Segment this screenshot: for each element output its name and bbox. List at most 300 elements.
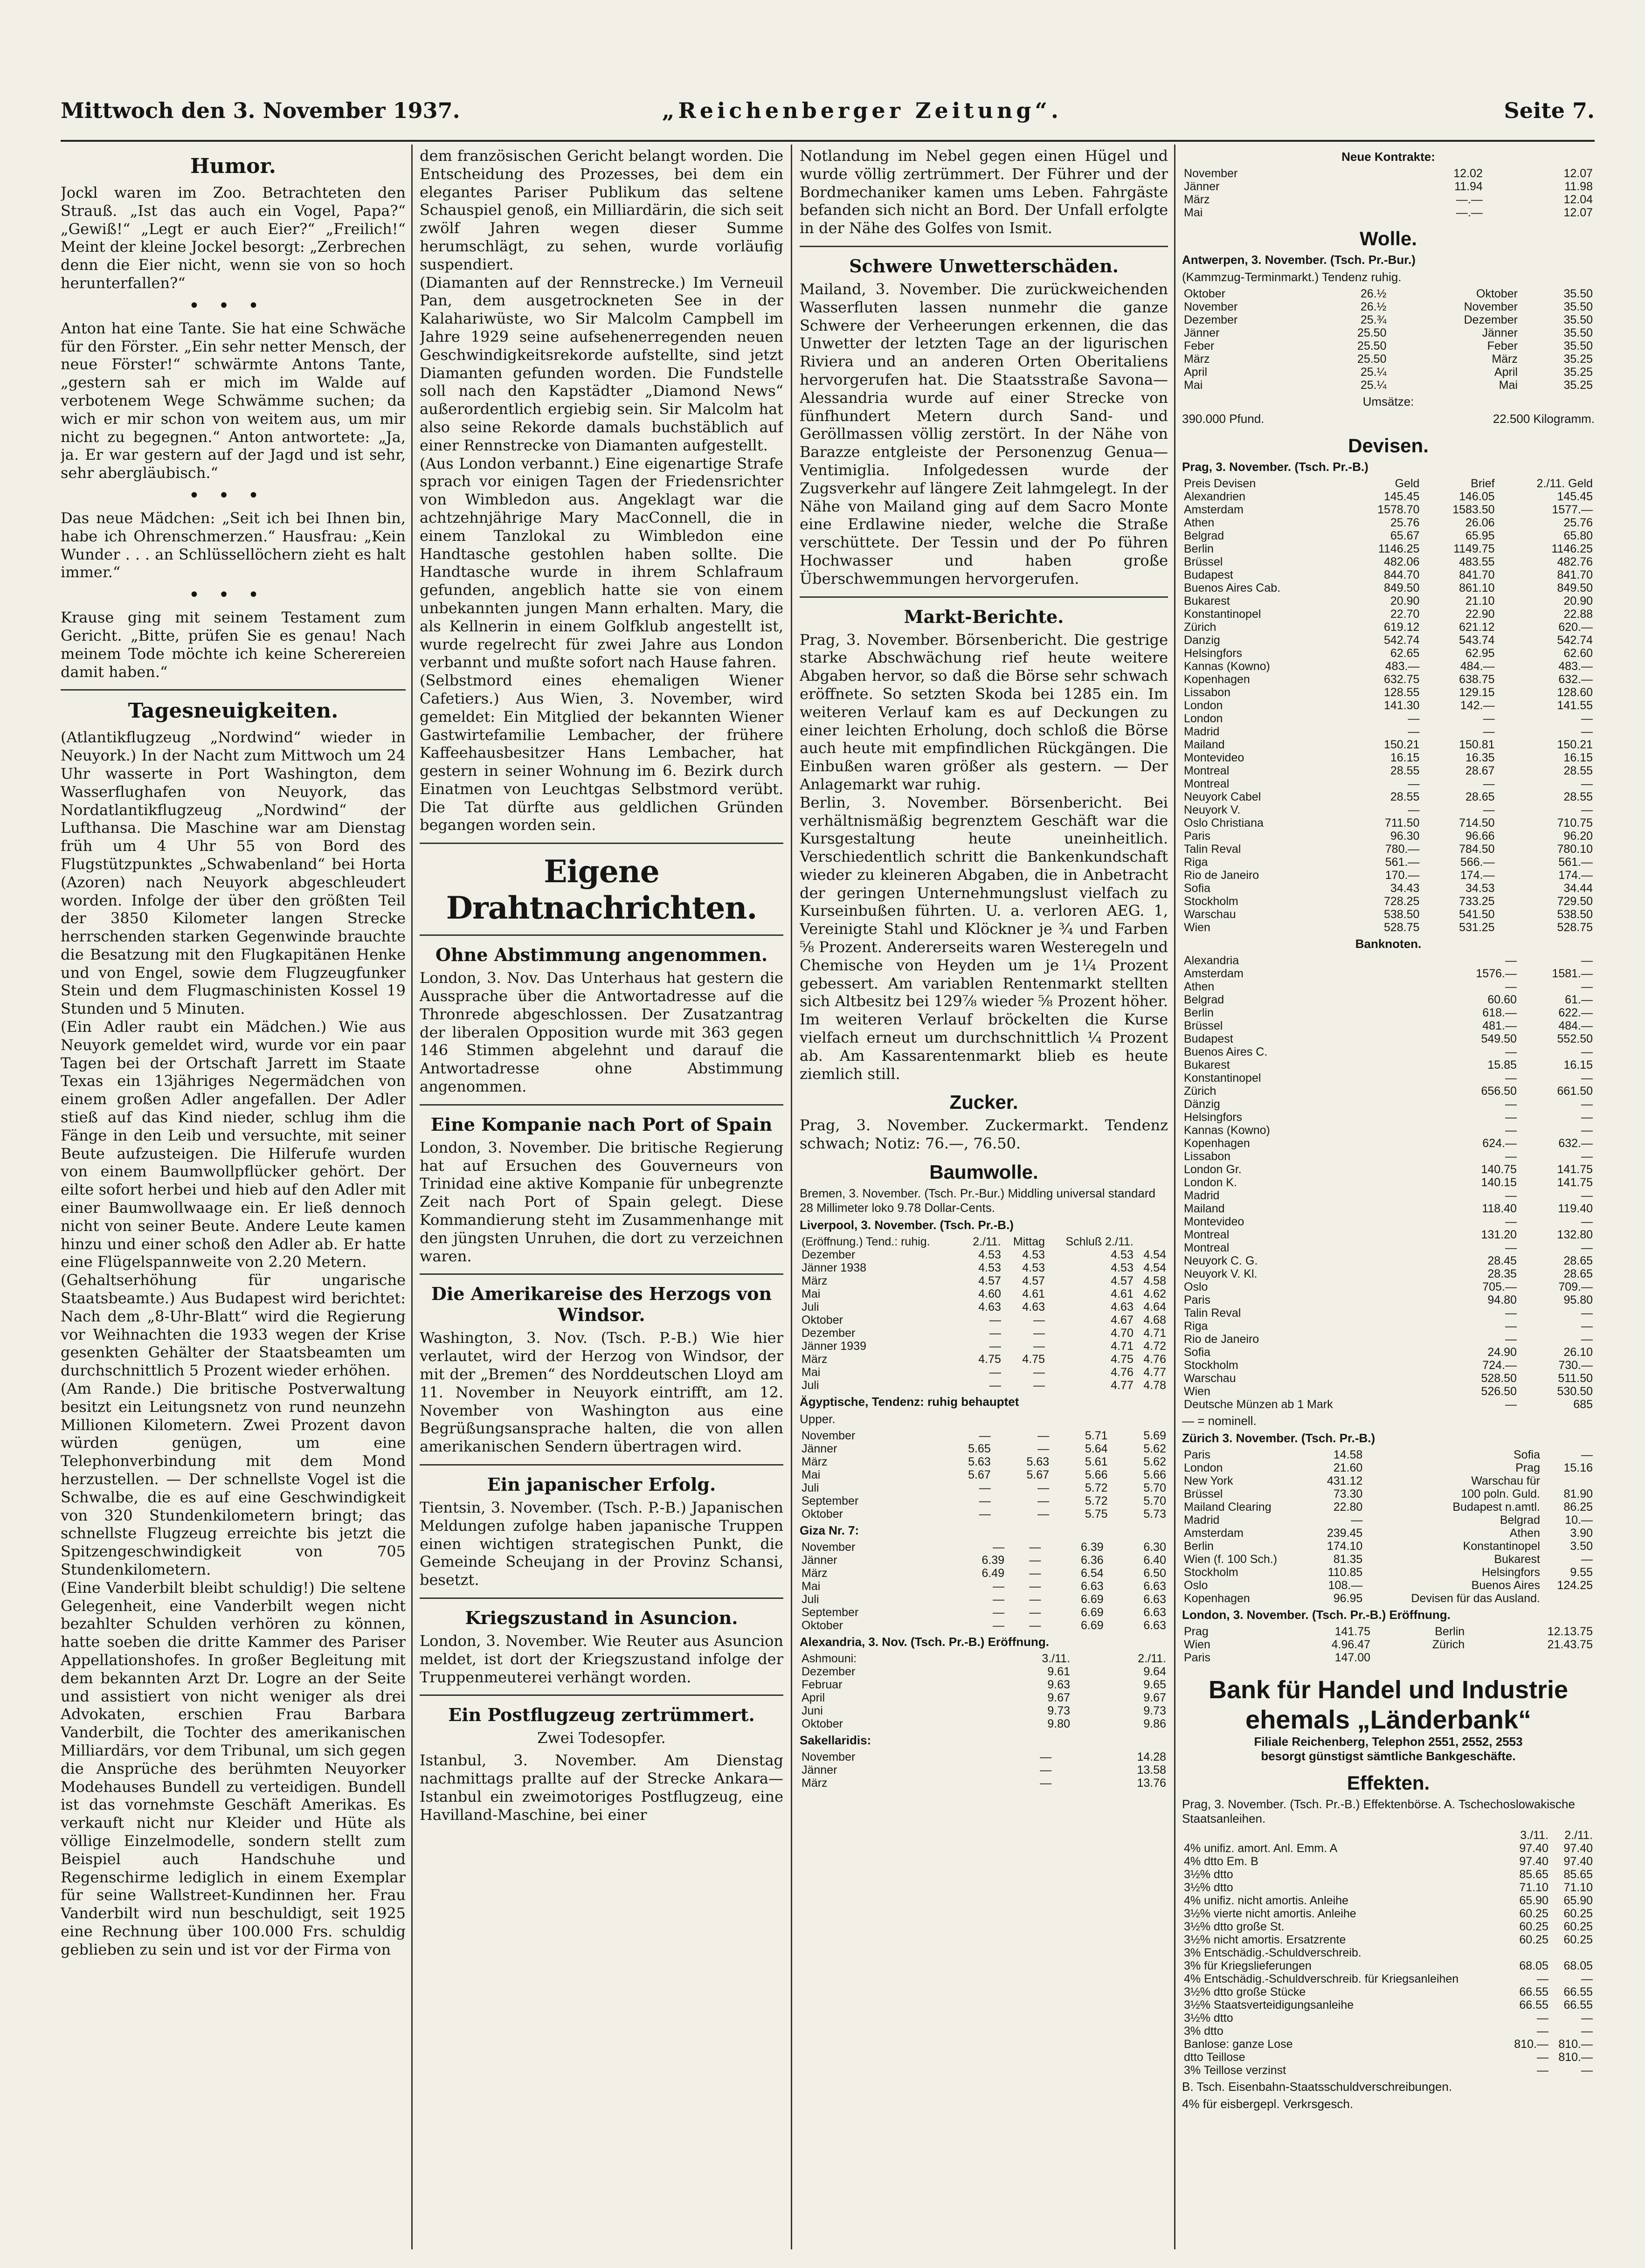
table-cell: 1576.— — [1476, 967, 1517, 980]
table-row — [1182, 1553, 1595, 1566]
table-cell: 728.25 — [1383, 895, 1420, 908]
table-cell: 4.75 — [1022, 1353, 1045, 1366]
liverpool-rows — [800, 1248, 1168, 1392]
table-cell: Zürich — [1184, 1085, 1216, 1098]
sakellaridis-rows — [800, 1750, 1168, 1790]
table-cell: Buenos Aires C. — [1184, 1045, 1268, 1058]
table-cell: 6.50 — [1143, 1567, 1166, 1580]
table-cell: Jänner — [1184, 180, 1220, 193]
table-cell: Budapest — [1184, 568, 1233, 581]
banknotes-rows — [1182, 954, 1595, 1411]
table-cell: 538.50 — [1557, 908, 1593, 921]
table-row — [1182, 1150, 1595, 1163]
table-cell: Mai — [1184, 206, 1203, 219]
table-cell: 3½% dtto — [1184, 2012, 1233, 2025]
table-cell: 34.43 — [1390, 882, 1420, 895]
table-cell: Stockholm — [1184, 895, 1238, 908]
table-cell: Amsterdam — [1184, 1527, 1244, 1540]
table-cell: Oktober — [802, 1717, 843, 1731]
col-header: Geld — [1395, 477, 1420, 490]
news-item: (Gehaltserhöhung für ungarische Staatsbeamte.) Aus Budapest wird berichtet: Nach dem „8-Uhr-Blatt“ wird die Regierung vor Weihnachten die 1933 wegen der Krise gesenkten Gehälter der Staatsbeamten um durchschnittlich 5 Prozent wieder erhöhen. — [61, 1271, 406, 1380]
humor-joke: Das neue Mädchen: „Seit ich bei Ihnen bin, habe ich Ohrenschmerzen.“ Hausfrau: „Kein Wunder . . . an Schlüssellöchern zieht es halt immer.“ — [61, 509, 406, 581]
table-cell: 9.67 — [1143, 1691, 1166, 1705]
wool-turnover-left: 390.000 Pfund. — [1182, 412, 1265, 426]
table-cell: 5.67 — [1026, 1468, 1050, 1482]
table-cell — [1550, 1946, 1595, 1959]
table-cell: — — [1581, 1972, 1593, 1985]
table-row — [1182, 751, 1595, 764]
table-cell: 9.73 — [1047, 1704, 1071, 1718]
article-headline: Eine Kompanie nach Port of Spain — [430, 1113, 773, 1135]
table-row — [1182, 1959, 1595, 1972]
table-cell: 65.90 — [1563, 1894, 1593, 1907]
table-row — [800, 1248, 1168, 1261]
table-cell: — — [1505, 954, 1517, 967]
table-row — [800, 1567, 1168, 1580]
table-cell: — — [1029, 1541, 1041, 1554]
table-cell: Jänner — [802, 1554, 837, 1567]
article-body: London, 3. November. Die britische Regierung hat auf Ersuchen des Gouverneurs von Trinidad eine aktive Kompanie für unbegrenzte Zeit nach Port of Spain gelegt. Diese Kommandierung steht im Zusammenhange mit den jüngsten Unruhen, die dort zu verzeichnen waren. — [420, 1138, 783, 1265]
table-cell: 780.10 — [1557, 843, 1593, 856]
table-cell: 810.— — [1558, 2038, 1593, 2051]
table-cell: Oslo Christiana — [1184, 816, 1264, 830]
table-cell — [1506, 1946, 1550, 1959]
table-cell: 1146.25 — [1378, 542, 1420, 555]
table-cell: — — [1037, 1494, 1050, 1508]
table-row — [1182, 2012, 1595, 2025]
table-cell: November — [1184, 167, 1238, 180]
table-cell: 28.55 — [1563, 764, 1593, 777]
table-cell: 66.55 — [1563, 1998, 1593, 2012]
article-body: Notlandung im Nebel gegen einen Hügel und wurde völlig zertrümmert. Der Führer und der Bordmechaniker kamen ums Leben. Fahrgäste befanden sich nicht an Bord. Der Unfall erfolgte in der Nähe des Golfes von Ismit. — [800, 147, 1168, 237]
table-cell: Athen — [1184, 980, 1215, 993]
table-cell: 20.90 — [1563, 595, 1593, 608]
table-cell: 60.25 — [1563, 1907, 1593, 1920]
table-cell: 4.72 — [1143, 1340, 1166, 1353]
table-cell: 528.75 — [1557, 921, 1593, 934]
table-cell: 784.50 — [1459, 843, 1495, 856]
table-cell: 110.85 — [1327, 1566, 1363, 1579]
humor-heading: Humor. — [190, 154, 276, 178]
table-cell: Kopenhagen — [1184, 673, 1250, 686]
table-cell: 146.05 — [1459, 490, 1495, 503]
wool-turnover-label: Umsätze: — [1362, 394, 1414, 408]
table-cell: Neuyork V. Kl. — [1184, 1267, 1258, 1280]
table-row — [1182, 1320, 1595, 1333]
ad-slogan: besorgt günstigst sämtliche Bankgeschäfte. — [1261, 1749, 1516, 1763]
table-row — [800, 1763, 1168, 1777]
table-cell: 12.07 — [1563, 167, 1593, 180]
table-cell: Konstantinopel — [1184, 608, 1261, 621]
table-cell: 849.50 — [1383, 581, 1420, 595]
table-cell: 81.35 — [1333, 1553, 1363, 1566]
table-cell: Belgrad — [1500, 1514, 1540, 1527]
egypt-rows — [800, 1429, 1168, 1521]
table-cell: 13.76 — [1137, 1777, 1166, 1790]
separator-dots: ••• — [188, 484, 278, 506]
table-cell: 119.40 — [1558, 1202, 1593, 1215]
table-cell: 4.53 — [1111, 1261, 1134, 1275]
table-cell: 484.— — [1460, 660, 1495, 673]
table-cell: 28.45 — [1487, 1254, 1517, 1267]
table-cell: 4.58 — [1143, 1274, 1166, 1288]
table-cell: Kannas (Kowno) — [1184, 1124, 1270, 1137]
table-cell: 6.69 — [1080, 1619, 1104, 1632]
table-cell: 3½% dtto große Stücke — [1184, 1985, 1306, 1998]
table-row — [1182, 339, 1595, 353]
table-row — [800, 1261, 1168, 1274]
table-row — [1182, 1592, 1595, 1605]
table-row — [1182, 595, 1595, 608]
table-cell: 60.25 — [1519, 1920, 1548, 1933]
table-cell: 632.— — [1558, 673, 1593, 686]
table-cell: 5.70 — [1143, 1481, 1166, 1495]
ad-bank-former-name: ehemals „Länderbank“ — [1245, 1705, 1532, 1734]
table-row — [1182, 1228, 1595, 1241]
table-cell: — — [1033, 1327, 1045, 1340]
devisen-report-heading: Prag, 3. November. (Tsch. Pr.-B.) — [1182, 460, 1369, 474]
table-cell: 25.50 — [1357, 339, 1387, 353]
table-cell: Neuyork C. G. — [1184, 1254, 1258, 1267]
article-body: Washington, 3. Nov. (Tsch. P.-B.) Wie hier verlautet, wird der Herzog von Windsor, der mit der „Bremen“ des Norddeutschen Lloyd am 11. November in Neuyork eintrifft, am 12. November von Washington aus eine Begrüßungsansprache halten, die von allen amerikanischen Sendern übertragen wird. — [420, 1329, 783, 1456]
sugar-heading: Zucker. — [949, 1091, 1018, 1113]
table-cell: 6.39 — [1080, 1541, 1104, 1554]
table-cell: 239.45 — [1327, 1527, 1363, 1540]
table-cell: 26.06 — [1465, 516, 1495, 529]
table-cell: Zürich — [1432, 1638, 1465, 1651]
table-cell: Belgrad — [1184, 993, 1224, 1006]
table-row — [1182, 1933, 1595, 1946]
table-cell: Kopenhagen — [1184, 1592, 1250, 1605]
table-cell: 4.63 — [978, 1300, 1001, 1314]
table-cell: 538.50 — [1383, 908, 1420, 921]
table-cell: 147.00 — [1334, 1651, 1371, 1664]
table-cell: — — [1029, 1593, 1041, 1606]
table-cell: Montreal — [1184, 1241, 1230, 1254]
table-cell: 5.63 — [1026, 1455, 1050, 1469]
section-rule — [800, 246, 1168, 247]
table-cell: Paris — [1184, 1448, 1210, 1461]
table-cell: — — [1505, 1150, 1517, 1163]
table-cell: Feber — [1184, 339, 1215, 353]
table-cell: 16.35 — [1465, 751, 1495, 764]
table-row — [1182, 634, 1595, 647]
table-cell: Mai — [802, 1468, 821, 1482]
table-cell: 96.95 — [1333, 1592, 1363, 1605]
table-cell: 25.50 — [1357, 326, 1387, 339]
table-header-row — [800, 1652, 1168, 1665]
effekten-table — [1182, 1829, 1595, 2077]
table-cell: — — [1581, 1448, 1593, 1461]
table-row — [1182, 1176, 1595, 1189]
table-cell: London — [1184, 699, 1223, 712]
cotton-heading: Baumwolle. — [929, 1161, 1038, 1183]
table-cell: — — [1581, 1045, 1593, 1058]
table-row — [1182, 895, 1595, 908]
table-cell: 62.95 — [1465, 647, 1495, 660]
table-cell: Mailand — [1184, 1202, 1225, 1215]
table-cell: 68.05 — [1563, 1959, 1593, 1972]
cotton-bremen: Bremen, 3. November. (Tsch. Pr.-Bur.) Middling universal standard 28 Millimeter loko 9.78 Dollar-Cents. — [800, 1186, 1155, 1215]
table-cell: — — [1408, 725, 1420, 738]
banknotes-note: — = nominell. — [1182, 1414, 1257, 1428]
table-cell: — — [1505, 1398, 1517, 1411]
table-row — [1182, 1920, 1595, 1933]
table-cell: 128.60 — [1557, 686, 1593, 699]
table-row — [1182, 1307, 1595, 1320]
table-cell: Helsingfors — [1481, 1566, 1540, 1579]
table-cell: 145.45 — [1557, 490, 1593, 503]
table-cell: 21.43.75 — [1547, 1638, 1593, 1651]
table-row — [1182, 366, 1595, 379]
table-cell — [1542, 1592, 1595, 1605]
table-cell: 810.— — [1514, 2038, 1548, 2051]
table-cell: Dezember — [1464, 313, 1518, 326]
table-cell: Jänner — [1184, 326, 1220, 339]
wool-report-subheading: (Kammzug-Terminmarkt.) Tendenz ruhig. — [1182, 270, 1402, 284]
table-row — [1182, 1868, 1595, 1881]
table-cell: März — [802, 1455, 828, 1469]
table-row — [800, 1665, 1168, 1678]
table-cell: 4.53 — [1022, 1248, 1045, 1262]
table-cell: — — [1581, 1553, 1593, 1566]
table-cell: 4.76 — [1143, 1353, 1166, 1366]
table-cell: Juli — [802, 1300, 819, 1314]
table-cell: Athen — [1509, 1527, 1540, 1540]
table-cell: — — [1536, 1972, 1548, 1985]
table-cell: 4.54 — [1143, 1261, 1166, 1275]
table-cell: 66.55 — [1563, 1985, 1593, 1998]
table-cell: 12.13.75 — [1547, 1625, 1593, 1638]
table-cell: 24.90 — [1487, 1346, 1517, 1359]
table-cell: 620.— — [1558, 621, 1593, 634]
table-row — [800, 1619, 1168, 1632]
table-cell: 97.40 — [1519, 1855, 1548, 1868]
table-row — [800, 1481, 1168, 1494]
table-cell: 482.06 — [1383, 555, 1420, 568]
table-cell: 68.05 — [1519, 1959, 1548, 1972]
table-row — [1182, 2038, 1595, 2051]
table-header-row — [1182, 1829, 1595, 1842]
table-cell: 3½% dtto große St. — [1184, 1920, 1285, 1933]
article-headline: Ohne Abstimmung angenommen. — [435, 944, 768, 966]
table-cell: April — [802, 1691, 825, 1705]
col-header: 3./11. — [1520, 1829, 1548, 1842]
table-row — [1182, 1579, 1595, 1592]
table-cell: Jänner — [1482, 326, 1518, 339]
table-cell: 4.54 — [1143, 1248, 1166, 1262]
table-cell: — — [1033, 1340, 1045, 1353]
newspaper-title: „Reichenberger Zeitung“. — [662, 98, 1063, 123]
alexandria-heading: Alexandria, 3. Nov. (Tsch. Pr.-B.) Eröffnung. — [800, 1635, 1049, 1649]
table-cell: Riga — [1184, 1320, 1208, 1333]
table-cell: April — [1184, 366, 1208, 379]
table-row — [1182, 1540, 1595, 1553]
table-cell: 26.10 — [1563, 1346, 1593, 1359]
table-cell: 541.50 — [1459, 908, 1495, 921]
table-cell: 481.— — [1482, 1019, 1517, 1032]
table-cell: 714.50 — [1459, 816, 1495, 830]
table-cell: 4.71 — [1111, 1340, 1134, 1353]
kontrakte-table — [1182, 167, 1595, 219]
table-row — [800, 1704, 1168, 1717]
table-row — [1182, 1385, 1595, 1398]
table-row — [800, 1750, 1168, 1763]
table-cell: — — [979, 1481, 991, 1495]
effekten-heading: Effekten. — [1347, 1772, 1430, 1794]
table-cell: — — [1483, 725, 1495, 738]
table-row — [1182, 673, 1595, 686]
table-row — [1182, 542, 1595, 555]
table-cell: 97.40 — [1563, 1842, 1593, 1855]
table-cell — [1542, 1474, 1595, 1487]
table-cell: 35.50 — [1563, 300, 1593, 313]
table-row — [800, 1353, 1168, 1366]
table-cell: 71.10 — [1563, 1881, 1593, 1894]
table-row — [1182, 1202, 1595, 1215]
table-row — [1182, 379, 1595, 392]
table-cell: — — [1029, 1606, 1041, 1619]
table-row — [1182, 1006, 1595, 1019]
table-cell: 85.65 — [1519, 1868, 1548, 1881]
table-row — [1182, 816, 1595, 830]
table-cell: 94.80 — [1487, 1293, 1517, 1307]
table-cell: 141.30 — [1383, 699, 1420, 712]
table-cell: Brüssel — [1184, 1487, 1223, 1500]
table-cell: Oktober — [1184, 287, 1225, 300]
table-cell: 71.10 — [1519, 1881, 1548, 1894]
section-rule — [420, 1694, 783, 1696]
article-headline: Schwere Unwetterschäden. — [849, 255, 1119, 277]
news-item: (Ein Adler raubt ein Mädchen.) Wie aus Neuyork gemeldet wird, wurde vor ein paar Tagen bei der Ortschaft Jarrett im Staate Texas ein 13jähriges Negermädchen von einem großen Adler angefallen. Der Adler stieß auf das Kind nieder, schlug ihm die Fänge in den Leib und versuchte, mit seiner Beute aufzusteigen. Die Hilferufe wurden von einem Baumwollpflücker gehört. Der eilte sofort herbei und hieb auf den Adler mit einer Baumwollwaage ein. Er ließ dennoch nicht von seiner Beute. Andere Leute kamen hinzu und einer schoß den Adler ab. Er hatte eine Flügelspannweite von 2.20 Metern. — [61, 1018, 406, 1271]
table-row — [1182, 1267, 1595, 1280]
sakellaridis-table — [800, 1750, 1168, 1790]
table-cell: 6.54 — [1080, 1567, 1104, 1580]
table-cell: 25.¾ — [1360, 313, 1387, 326]
table-row — [1182, 1045, 1595, 1058]
table-cell: 26.½ — [1360, 300, 1387, 313]
table-cell: 841.70 — [1459, 568, 1495, 581]
table-cell: Wien — [1184, 1638, 1210, 1651]
table-cell: Bukarest — [1494, 1553, 1540, 1566]
table-row — [1182, 2064, 1595, 2077]
devisen-table — [1182, 477, 1595, 934]
table-row — [1182, 908, 1595, 921]
table-cell: 62.60 — [1563, 647, 1593, 660]
table-cell: 849.50 — [1557, 581, 1593, 595]
table-row — [1182, 353, 1595, 366]
table-cell: Rio de Janeiro — [1184, 869, 1259, 882]
table-row — [800, 1678, 1168, 1691]
table-cell: 6.69 — [1080, 1593, 1104, 1606]
table-cell: 6.63 — [1143, 1606, 1166, 1619]
table-cell: 108.— — [1328, 1579, 1363, 1592]
table-cell: Mailand — [1184, 738, 1225, 751]
table-cell: London K. — [1184, 1176, 1237, 1189]
table-cell: 4.61 — [1111, 1287, 1134, 1301]
table-cell: 552.50 — [1557, 1032, 1593, 1045]
table-cell: — — [1581, 1072, 1593, 1085]
table-cell: Dezember — [1184, 313, 1238, 326]
table-cell: Mai — [1184, 379, 1203, 392]
table-cell: 4.76 — [1111, 1366, 1134, 1379]
table-cell: 531.25 — [1459, 921, 1495, 934]
table-cell: Banlose: ganze Lose — [1184, 2038, 1293, 2051]
table-row — [1182, 1651, 1595, 1664]
zuerich-rows — [1182, 1448, 1595, 1605]
table-cell: 4.61 — [1022, 1287, 1045, 1301]
table-row — [1182, 764, 1595, 777]
table-cell: Oktober — [802, 1314, 843, 1327]
table-row — [1182, 647, 1595, 660]
article-headline: Ein Postflugzeug zertrümmert. — [448, 1704, 755, 1726]
table-cell: 22.70 — [1390, 608, 1420, 621]
table-cell: 60.25 — [1563, 1933, 1593, 1946]
table-cell: 81.90 — [1563, 1487, 1593, 1500]
section-rule — [420, 1273, 783, 1275]
table-row — [800, 1717, 1168, 1730]
table-cell: Sofia — [1184, 1346, 1210, 1359]
section-rule — [420, 843, 783, 844]
table-cell: Juli — [802, 1593, 819, 1606]
table-cell: 9.64 — [1143, 1665, 1166, 1679]
table-cell: 16.15 — [1390, 751, 1420, 764]
table-cell: 65.95 — [1465, 529, 1495, 542]
masthead-rule — [61, 140, 1595, 142]
table-cell: — — [1505, 1072, 1517, 1085]
table-cell: — — [993, 1619, 1005, 1632]
table-cell: 3½% nicht amortis. Ersatzrente — [1184, 1933, 1346, 1946]
kontrakte-heading: Neue Kontrakte: — [1341, 150, 1435, 164]
table-cell: 14.28 — [1137, 1750, 1166, 1764]
table-cell: 34.53 — [1465, 882, 1495, 895]
section-rule — [420, 1104, 783, 1106]
table-cell: 5.67 — [968, 1468, 991, 1482]
table-row — [1182, 699, 1595, 712]
column-2 — [420, 147, 783, 2249]
devisen-rows — [1182, 490, 1595, 934]
table-row — [1182, 1111, 1595, 1124]
table-cell: 16.15 — [1563, 1058, 1593, 1072]
table-cell: 174.— — [1558, 869, 1593, 882]
table-cell: 145.45 — [1383, 490, 1420, 503]
giza-rows — [800, 1541, 1168, 1632]
col-header: 3./11. — [1042, 1652, 1071, 1666]
table-cell: 9.55 — [1570, 1566, 1593, 1579]
table-cell: 6.36 — [1080, 1554, 1104, 1567]
table-cell: — — [1408, 803, 1420, 816]
table-cell: Brüssel — [1184, 555, 1223, 568]
table-cell: 4.77 — [1111, 1379, 1134, 1392]
table-cell: 561.— — [1558, 856, 1593, 869]
table-cell: Athen — [1184, 516, 1215, 529]
table-cell: 15.85 — [1487, 1058, 1517, 1072]
table-cell: 810.— — [1558, 2051, 1593, 2064]
ad-branch-phone: Filiale Reichenberg, Telephon 2551, 2552, 2553 — [1254, 1735, 1523, 1749]
table-cell: Stockholm — [1184, 1566, 1238, 1579]
effekten-report-heading: Prag, 3. November. (Tsch. Pr.-B.) Effektenbörse. A. Tschechoslowakische Staatsanleihen. — [1182, 1797, 1575, 1825]
col-header: Brief — [1471, 477, 1495, 490]
table-cell: 35.50 — [1563, 313, 1593, 326]
table-row — [1182, 882, 1595, 895]
table-cell: — — [989, 1314, 1001, 1327]
table-cell: Oslo — [1184, 1280, 1208, 1293]
table-cell: Berlin — [1184, 542, 1214, 555]
table-cell: — — [1505, 1333, 1517, 1346]
table-cell: — — [1581, 1320, 1593, 1333]
table-row — [1182, 1985, 1595, 1998]
table-row — [1182, 843, 1595, 856]
